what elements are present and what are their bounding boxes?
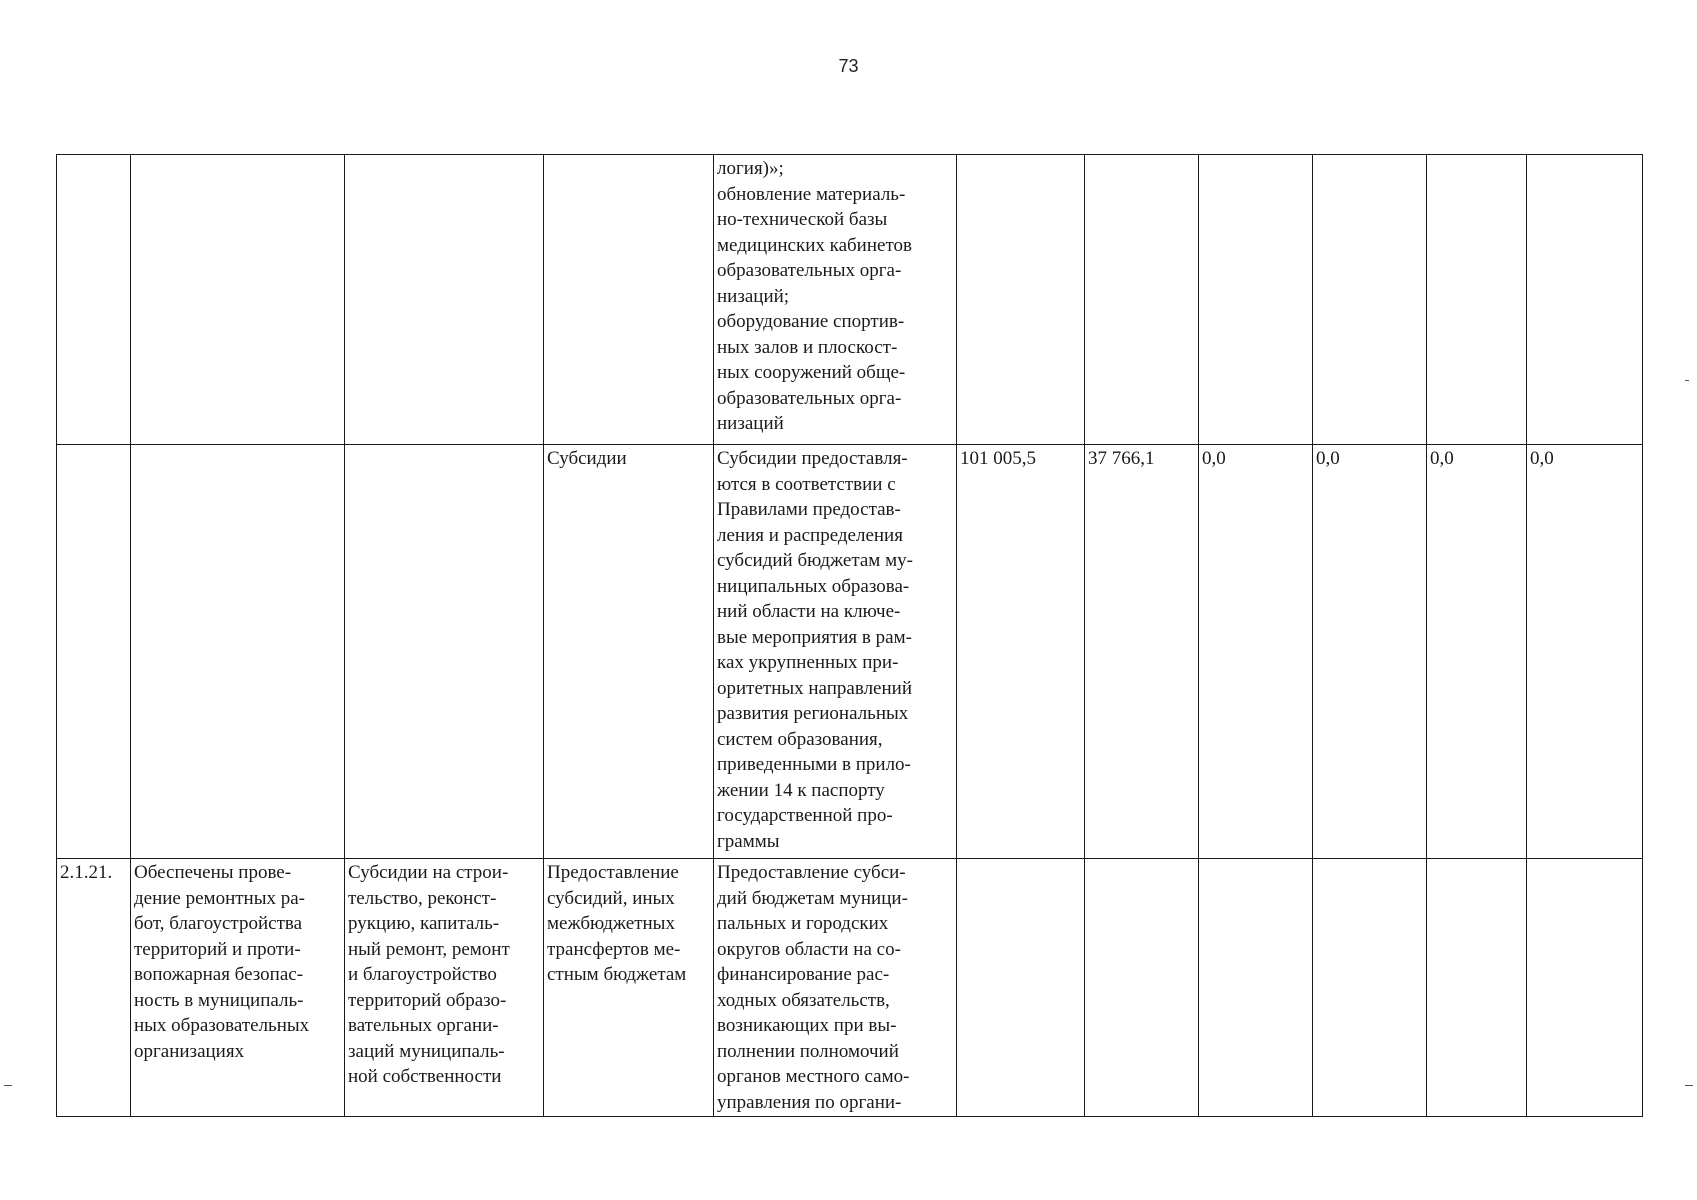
description-cell: Предоставление субси- дий бюджетам муници- пальных и городских округов области на со- финансирование рас- ходных обязательств, возникающих при вы- полнении полномочий органов местного само- управления по органи- <box>714 859 957 1117</box>
mechanism-cell <box>544 155 714 445</box>
measure-name-cell <box>345 445 544 859</box>
mechanism-cell: Предоставление субсидий, иных межбюджетных трансфертов ме- стным бюджетам <box>544 859 714 1117</box>
result-cell: Обеспечены прове- дение ремонтных ра- бот, благоустройства территорий и проти- вопожарная безопас- ность в муниципаль- ных образовательных организациях <box>131 859 345 1117</box>
value-cell <box>1527 155 1643 445</box>
result-cell <box>131 445 345 859</box>
program-measures-table <box>56 154 1643 1117</box>
value-cell <box>957 859 1085 1117</box>
value-cell <box>1085 859 1199 1117</box>
value-cell <box>1199 859 1313 1117</box>
table-row <box>57 859 1643 1117</box>
value-cell <box>957 155 1085 445</box>
value-cell <box>1527 859 1643 1117</box>
value-cell: 101 005,5 <box>957 445 1085 859</box>
scan-edge-mark <box>1685 380 1689 381</box>
value-cell: 0,0 <box>1427 445 1527 859</box>
measure-name-cell: Субсидии на строи- тельство, реконст- рукцию, капиталь- ный ремонт, ремонт и благоустройство территорий образо- вательных органи- заций муниципаль- ной собственности <box>345 859 544 1117</box>
mechanism-cell: Субсидии <box>544 445 714 859</box>
row-number-cell: 2.1.21. <box>57 859 131 1117</box>
scan-edge-mark <box>4 1085 12 1086</box>
row-number-cell <box>57 445 131 859</box>
page-number: 73 <box>838 56 859 76</box>
scan-edge-mark <box>1685 1085 1693 1086</box>
value-cell <box>1085 155 1199 445</box>
measure-name-cell <box>345 155 544 445</box>
value-cell <box>1313 155 1427 445</box>
description-cell: логия)»; обновление материаль- но-технической базы медицинских кабинетов образовательных орга- низаций; оборудование спортив- ных залов и плоскост- ных сооружений обще- образовательных орга- низаций <box>714 155 957 445</box>
table-row <box>57 445 1643 859</box>
value-cell: 0,0 <box>1199 445 1313 859</box>
value-cell <box>1199 155 1313 445</box>
value-cell: 37 766,1 <box>1085 445 1199 859</box>
row-number-cell <box>57 155 131 445</box>
value-cell: 0,0 <box>1527 445 1643 859</box>
table-row <box>57 155 1643 445</box>
value-cell: 0,0 <box>1313 445 1427 859</box>
value-cell <box>1427 155 1527 445</box>
value-cell <box>1313 859 1427 1117</box>
value-cell <box>1427 859 1527 1117</box>
result-cell <box>131 155 345 445</box>
description-cell: Субсидии предоставля- ются в соответствии с Правилами предостав- ления и распределения субсидий бюджетам му- ниципальных образова- ний области на ключе- вые мероприятия в рам- ках укрупненных при- оритетных направлений развития региональных систем образования, приведенными в прило- жении 14 к паспорту государственной про- граммы <box>714 445 957 859</box>
